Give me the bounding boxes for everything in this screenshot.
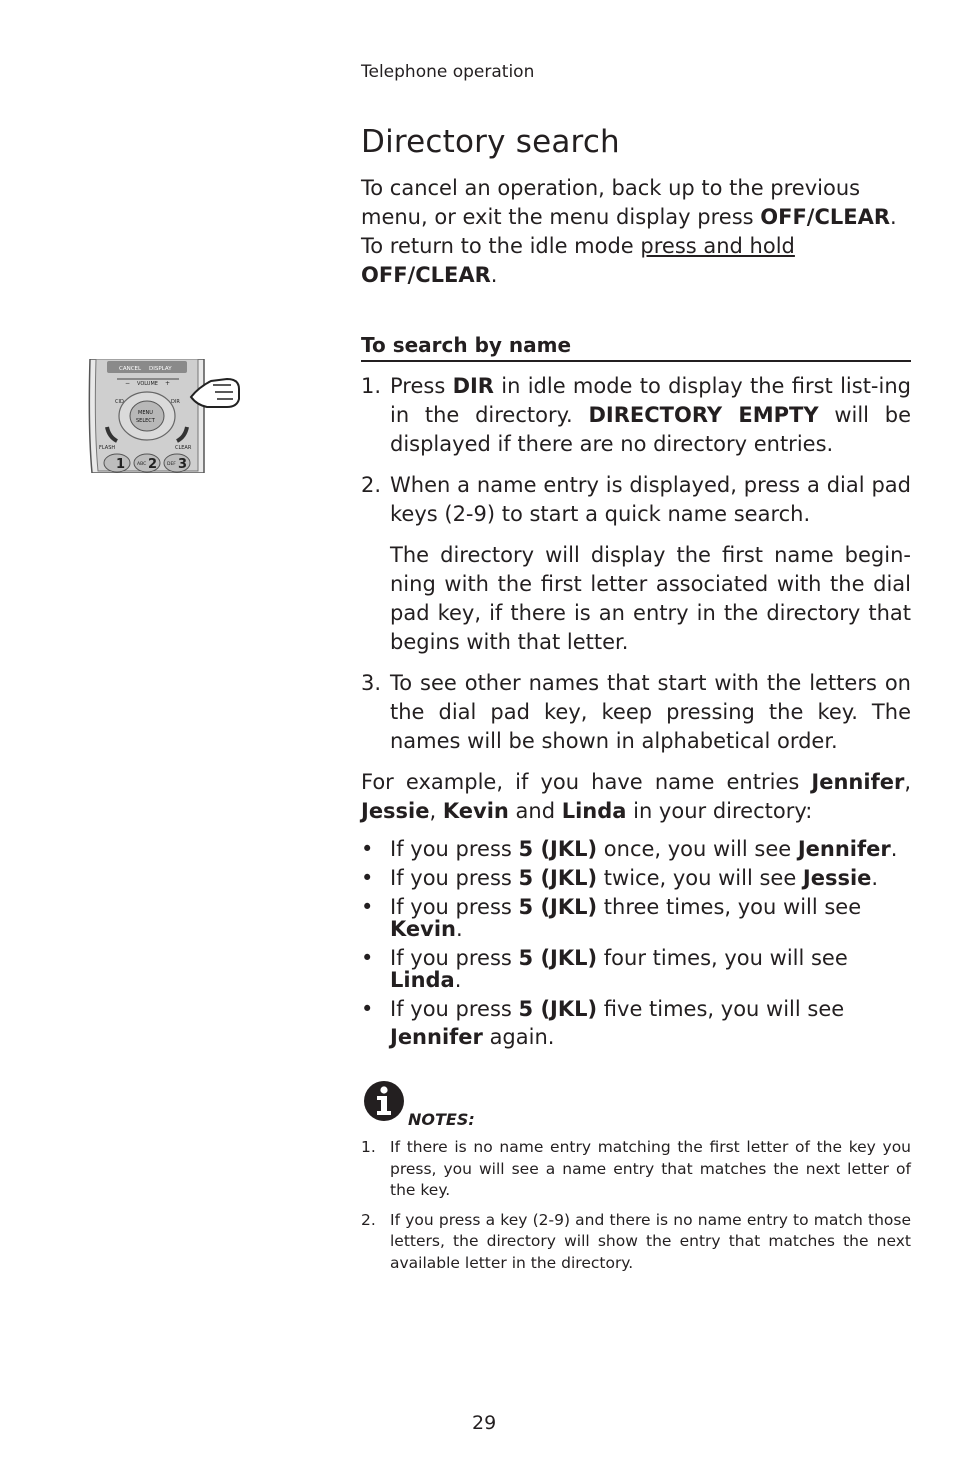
cid-label: CID [115,399,124,405]
section-heading: To search by name [361,333,911,362]
clear-label: CLEAR [175,445,192,451]
info-icon [363,1080,405,1122]
off-clear-key: OFF/CLEAR [361,263,491,287]
dir-key: DIR [452,374,494,398]
flash-label: FLASH [99,445,116,451]
list-item: • If you press 5 (JKL) once, you will see Jennifer. [361,837,898,861]
page-number: 29 [472,1412,497,1434]
off-clear-key: OFF/CLEAR [760,205,891,229]
step-2: 2. When a name entry is displayed, press a dial pad keys (2-9) to start a quick name search. The directory will display the first name begin-ning with the first letter associated with the dial pad key, if there is an entry in the directory that begins with that letter. [361,473,911,654]
notes-label: NOTES: [408,1110,475,1129]
key-3-label: 3 [178,457,188,472]
step-1: 1. Press DIR in idle mode to display the first list-ing in the directory. DIRECTORY EMPTY will be displayed if there are no directory entries. [361,374,912,456]
example-bullet-list [361,838,911,1051]
note-item: 1. If there is no name entry matching the first letter of the key you press, you will see a name entry that matches the next letter of the key. [361,1138,911,1199]
volume-label: VOLUME [137,381,158,387]
cancel-key-label: CANCEL [119,366,142,372]
dir-label: DIR [171,399,180,405]
list-item: • If you press 5 (JKL) three times, you will see Kevin. [361,895,862,941]
display-key-label: DISPLAY [149,366,172,372]
page-title: Directory search [361,124,620,160]
press-and-hold-underlined: press and hold [640,234,795,258]
list-item: • If you press 5 (JKL) five times, you will see Jennifer again. [361,997,845,1049]
note-item: 2. If you press a key (2-9) and there is no name entry to match those letters, the directory will show the entry that matches the next available letter in the directory. [361,1210,911,1272]
list-item: • If you press 5 (JKL) four times, you will see Linda. [361,946,848,992]
notes-list [361,1137,911,1282]
svg-text:−: − [125,380,131,387]
steps-block [361,372,911,1058]
menu-label: MENU [138,410,153,416]
example-paragraph: For example, if you have name entries Jennifer, Jessie, Kevin and Linda in your directory: [361,770,911,823]
key-1-label: 1 [116,457,126,472]
intro-paragraph: To cancel an operation, back up to the previous menu, or exit the menu display press OFF/CLEAR. To return to the idle mode press and hold OFF/CLEAR. [361,176,897,287]
step-3: 3. To see other names that start with the letters on the dial pad key, keep pressing the key. The names will be shown in alphabetical order. [361,671,911,753]
select-label: SELECT [136,418,155,424]
list-item: • If you press 5 (JKL) twice, you will see Jessie. [361,866,879,890]
svg-text:DEF: DEF [167,462,176,467]
key-2-label: 2 [148,457,158,472]
running-header: Telephone operation [361,62,535,82]
handset-dir-key-illustration [87,359,241,473]
svg-text:ABC: ABC [137,462,147,467]
svg-text:+: + [165,380,171,387]
directory-empty-message: DIRECTORY EMPTY [588,403,819,427]
